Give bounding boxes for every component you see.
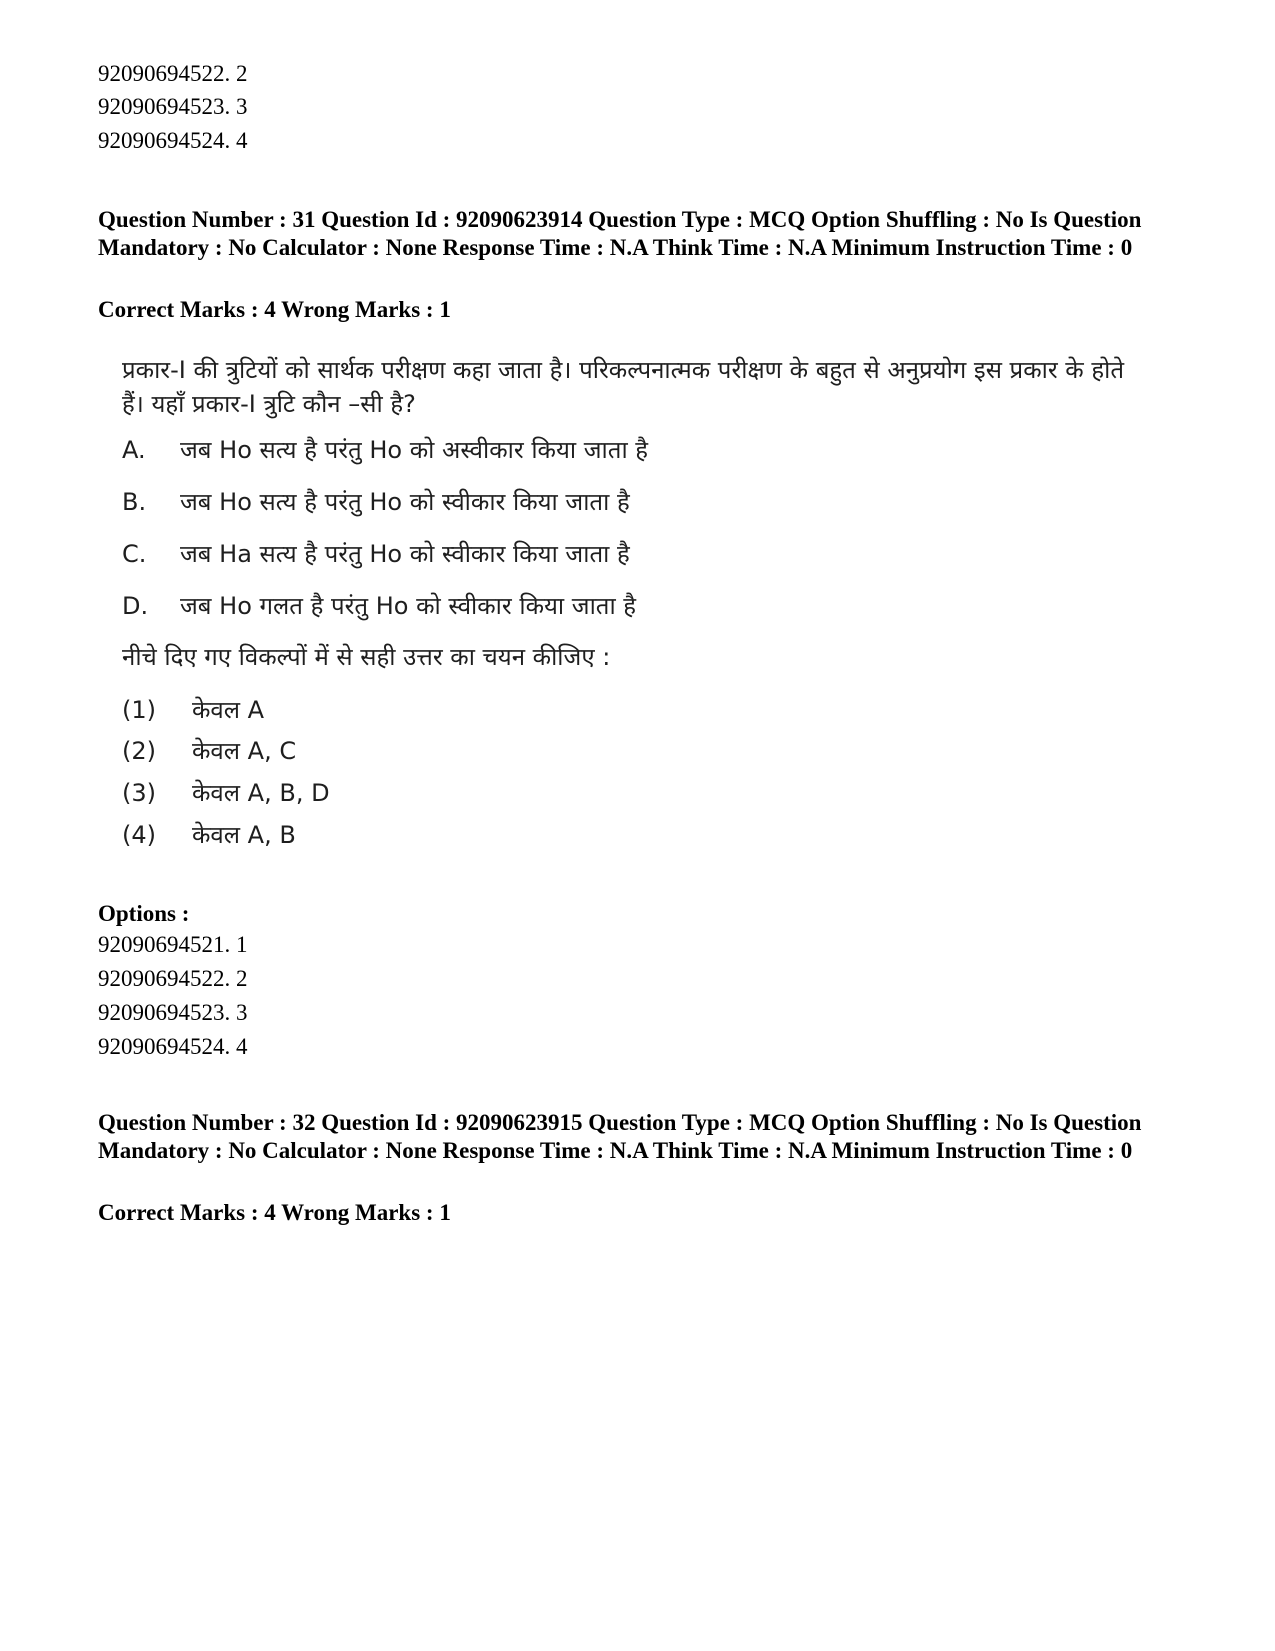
prev-option-line: 92090694523. 3 — [98, 94, 248, 119]
prev-option-line: 92090694522. 2 — [98, 61, 248, 86]
statement-c — [122, 537, 630, 571]
question-31-image — [110, 345, 1140, 875]
statement-text: जब Ho सत्य है परंतु Ho को अस्वीकार किया जाता है — [180, 436, 649, 464]
statement-label: B. — [122, 488, 147, 516]
statement-label: C. — [122, 540, 147, 568]
answer-choice-1 — [122, 693, 264, 727]
option-line: 92090694521. 1 — [98, 932, 248, 957]
statement-a — [122, 433, 648, 467]
question-32-meta: Question Number : 32 Question Id : 92090623915 Question Type : MCQ Option Shuffling : No Is Question Mandatory : No Calculator : None Response Time : N.A Think Time : N.A Minimum Instruction Time : 0 — [98, 1110, 1142, 1163]
question-31-meta: Question Number : 31 Question Id : 92090623914 Question Type : MCQ Option Shuffling : No Is Question Mandatory : No Calculator : None Response Time : N.A Think Time : N.A Minimum Instruction Time : 0 — [98, 207, 1142, 260]
choice-text: केवल A, B, D — [192, 779, 330, 807]
choice-number: (2) — [122, 737, 156, 765]
choice-number: (3) — [122, 779, 156, 807]
choice-number: (4) — [122, 821, 156, 849]
choice-text: केवल A — [192, 696, 265, 724]
statement-text: जब Ha सत्य है परंतु Ho को स्वीकार किया जाता है — [180, 540, 630, 568]
option-line: 92090694523. 3 — [98, 1000, 248, 1025]
statement-text: जब Ho गलत है परंतु Ho को स्वीकार किया जाता है — [180, 592, 637, 620]
answer-choice-2 — [122, 734, 296, 768]
statement-label: A. — [122, 436, 146, 464]
statement-label: D. — [122, 592, 149, 620]
option-line: 92090694522. 2 — [98, 966, 248, 991]
statement-d — [122, 589, 636, 623]
statement-b — [122, 485, 630, 519]
answer-choice-3 — [122, 776, 330, 810]
answer-choice-4 — [122, 818, 296, 852]
prev-option-line: 92090694524. 4 — [98, 128, 248, 153]
statement-text: जब Ho सत्य है परंतु Ho को स्वीकार किया जाता है — [180, 488, 630, 516]
question-stem: प्रकार-I की त्रुटियों को सार्थक परीक्षण कहा जाता है। परिकल्पनात्मक परीक्षण के बहुत से अनुप्रयोग इस प्रकार के होते हैं। यहाँ प्रकार-I त्रुटि कौन –सी है? — [122, 356, 1125, 418]
choice-text: केवल A, B — [192, 821, 296, 849]
choice-text: केवल A, C — [192, 737, 297, 765]
choice-number: (1) — [122, 696, 156, 724]
question-32-marks: Correct Marks : 4 Wrong Marks : 1 — [98, 1200, 451, 1225]
options-heading: Options : — [98, 901, 190, 926]
question-31-marks: Correct Marks : 4 Wrong Marks : 1 — [98, 297, 451, 322]
answer-instruction: नीचे दिए गए विकल्पों में से सही उत्तर का चयन कीजिए : — [122, 643, 611, 671]
option-line: 92090694524. 4 — [98, 1034, 248, 1059]
